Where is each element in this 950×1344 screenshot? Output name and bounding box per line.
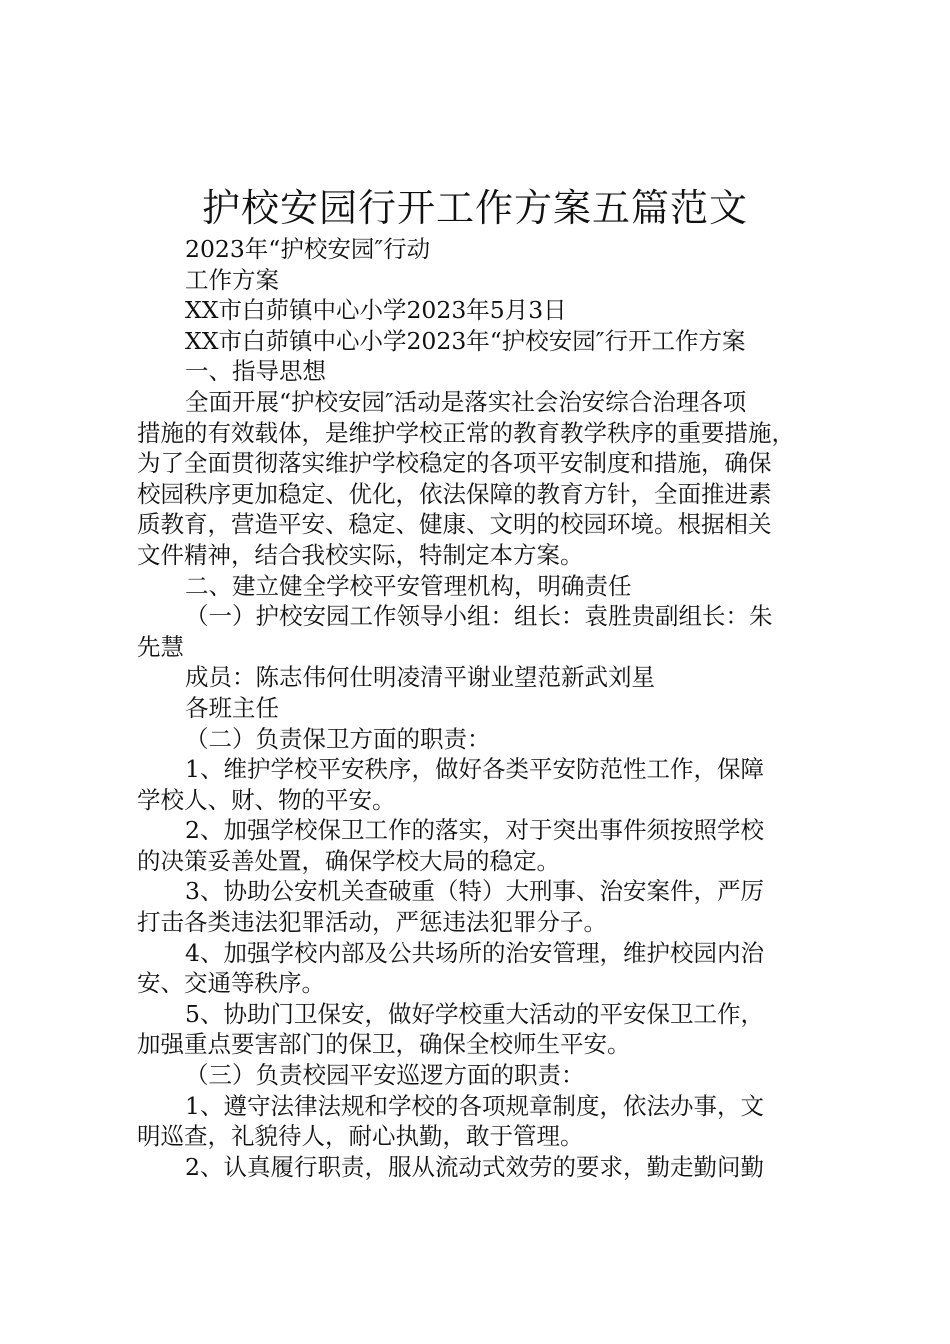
- text-line: 措施的有效载体，是维护学校正常的教育教学秩序的重要措施，: [137, 418, 795, 447]
- document-title: 护校安园行开工作方案五篇范文: [201, 186, 748, 230]
- text-line: XX市白茆镇中心小学2023年“护校安园″行开工作方案: [185, 326, 746, 355]
- text-line: 安、交通等秩序。: [137, 969, 325, 998]
- text-line: 校园秩序更加稳定、优化，依法保障的教育方针，全面推进素: [137, 479, 772, 508]
- text-line: 2、认真履行职责，服从流动式效劳的要求，勤走勤问勤: [185, 1152, 764, 1181]
- text-line: XX市白茆镇中心小学2023年5月3日: [185, 296, 567, 325]
- text-line: 明巡查，礼貌待人，耐心执勤，敢于管理。: [137, 1122, 584, 1151]
- document-body: [137, 234, 827, 1182]
- text-line: （二）负责保卫方面的职责：: [185, 724, 491, 753]
- text-line: 4、加强学校内部及公共场所的治安管理，维护校园内治: [185, 938, 764, 967]
- text-line: 为了全面贯彻落实维护学校稳定的各项平安制度和措施，确保: [137, 449, 772, 478]
- text-line: 3、协助公安机关查破重（特）大刑事、治安案件，严厉: [185, 877, 764, 906]
- text-line: 工作方案: [185, 265, 279, 294]
- text-line: 文件精神，结合我校实际，特制定本方案。: [137, 540, 584, 569]
- text-line: 成员：陈志伟何仕明凌清平谢业望范新武刘星: [185, 663, 655, 692]
- text-line: 的决策妥善处置，确保学校大局的稳定。: [137, 846, 560, 875]
- text-line: 先慧: [137, 632, 184, 661]
- text-line: 2023年“护校安园″行动: [185, 235, 431, 263]
- text-line: 质教育，营造平安、稳定、健康、文明的校园环境。根据相关: [137, 510, 772, 539]
- text-line: 加强重点要害部门的保卫，确保全校师生平安。: [137, 1030, 631, 1059]
- text-line: 2、加强学校保卫工作的落实，对于突出事件须按照学校: [185, 816, 764, 845]
- text-line: （一）护校安园工作领导小组：组长：袁胜贵副组长：朱: [185, 602, 773, 631]
- text-line: 1、遵守法律法规和学校的各项规章制度，依法办事，文: [185, 1091, 764, 1120]
- text-line: 1、维护学校平安秩序，做好各类平安防范性工作，保障: [185, 755, 764, 784]
- section-heading: 一、指导思想: [185, 357, 326, 386]
- text-line: 5、协助门卫保安，做好学校重大活动的平安保卫工作，: [185, 999, 764, 1028]
- text-line: 学校人、财、物的平安。: [137, 785, 396, 814]
- text-line: （三）负责校园平安巡逻方面的职责：: [185, 1061, 585, 1090]
- text-line: 各班主任: [185, 693, 279, 722]
- text-line: 打击各类违法犯罪活动，严惩违法犯罪分子。: [137, 908, 607, 937]
- text-line: 全面开展“护校安园″活动是落实社会治安综合治理各项: [185, 387, 747, 416]
- section-heading: 二、建立健全学校平安管理机构，明确责任: [185, 571, 632, 600]
